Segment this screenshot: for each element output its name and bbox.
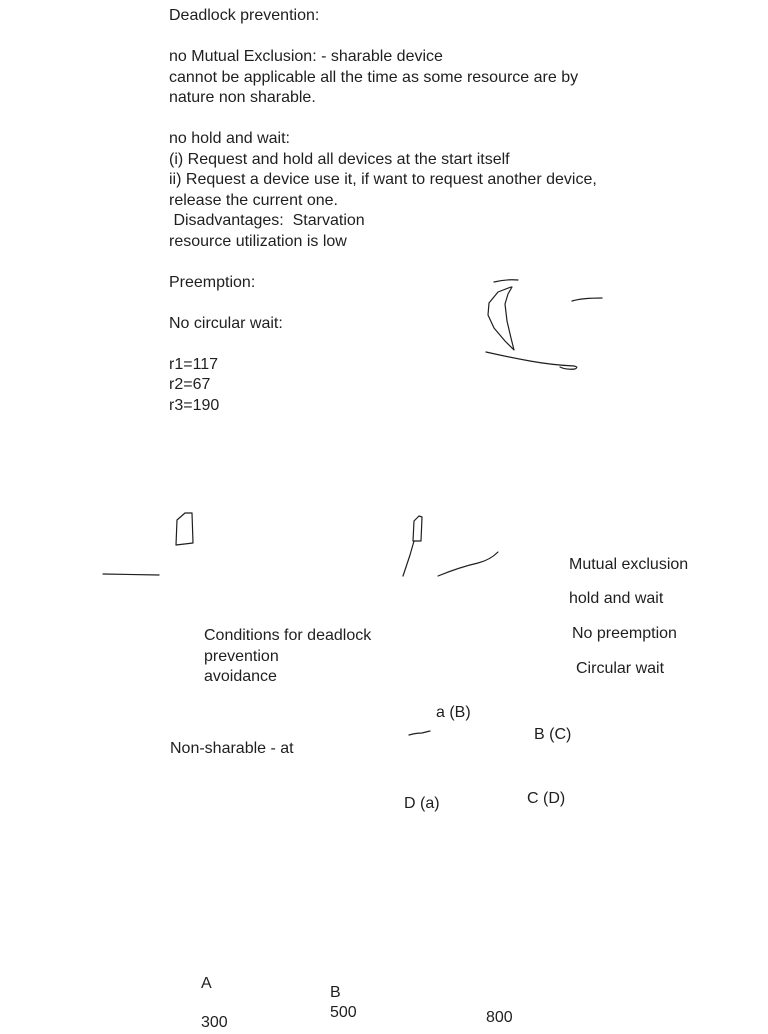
hold-and-wait-line-5: Disadvantages: Starvation <box>169 212 365 229</box>
conditions-line-1: Conditions for deadlock <box>204 627 372 644</box>
condition-mutual-exclusion: Mutual exclusion <box>569 556 689 573</box>
label-a: A <box>201 975 212 992</box>
non-sharable-note: Non-sharable - at <box>170 740 294 757</box>
ink-stroke-diagonal <box>403 541 414 576</box>
ink-stroke-box-center <box>413 516 422 541</box>
node-c-d: C (D) <box>527 790 566 807</box>
hold-and-wait-line-4: release the current one. <box>169 191 338 209</box>
ink-stroke-box-left <box>176 513 193 545</box>
blank-line <box>169 252 597 273</box>
value-500: 500 <box>330 1004 357 1021</box>
condition-circular-wait: Circular wait <box>576 660 665 677</box>
deadlock-notes <box>169 6 597 416</box>
value-300: 300 <box>201 1014 228 1031</box>
mutual-exclusion-line-1: no Mutual Exclusion: - sharable device <box>169 48 443 65</box>
conditions-line-2: prevention <box>204 647 279 665</box>
hold-and-wait-line-6: resource utilization is low <box>169 232 347 250</box>
node-d-a: D (a) <box>404 795 440 812</box>
hold-and-wait-line-2: (i) Request and hold all devices at the start itself <box>169 150 510 168</box>
mutual-exclusion-line-3: nature non sharable. <box>169 89 316 106</box>
condition-hold-and-wait: hold and wait <box>569 590 664 607</box>
conditions-line-3: avoidance <box>204 668 277 685</box>
register-r2: r2=67 <box>169 376 211 393</box>
node-a-b: a (B) <box>436 704 471 721</box>
ink-stroke-rule-left <box>103 574 159 575</box>
blank-line <box>169 293 597 314</box>
blank-line <box>169 27 597 48</box>
hold-and-wait-line-3: ii) Request a device use it, if want to request another device, <box>169 171 597 188</box>
ink-stroke-dash-center <box>409 731 430 735</box>
blank-line <box>169 109 597 130</box>
value-800: 800 <box>486 1009 513 1026</box>
blank-line <box>169 334 597 355</box>
circular-wait-heading: No circular wait: <box>169 314 283 332</box>
register-r3: r3=190 <box>169 396 220 414</box>
condition-no-preemption: No preemption <box>572 625 677 642</box>
label-b: B <box>330 984 341 1001</box>
mutual-exclusion-line-2: cannot be applicable all the time as some resource are by <box>169 68 579 86</box>
notes-heading: Deadlock prevention: <box>169 7 320 24</box>
hold-and-wait-line-1: no hold and wait: <box>169 130 290 147</box>
node-b-c: B (C) <box>534 726 572 743</box>
ink-stroke-curve-right <box>438 552 498 576</box>
register-r1: r1=117 <box>169 355 219 373</box>
preemption-heading: Preemption: <box>169 273 256 291</box>
conditions-block <box>204 626 371 688</box>
